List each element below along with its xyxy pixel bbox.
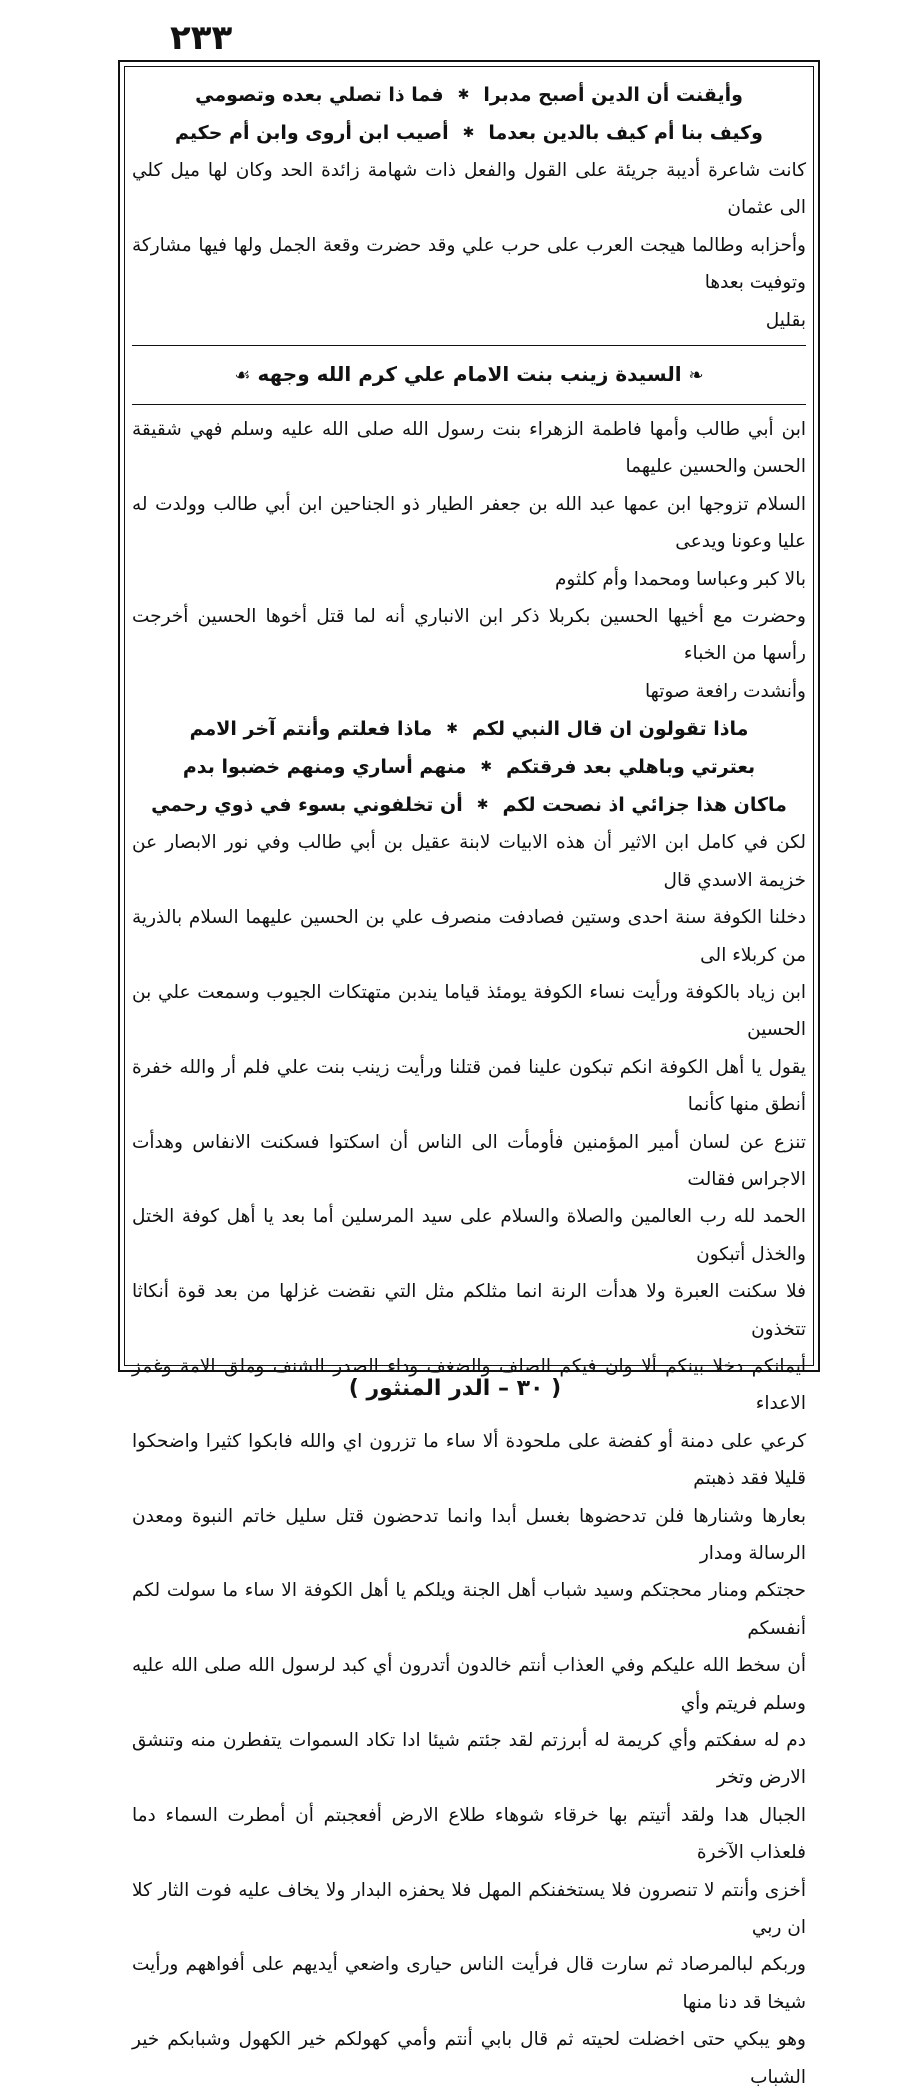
section-heading-text: السيدة زينب بنت الامام علي كرم الله وجهه xyxy=(257,362,682,387)
section-heading xyxy=(132,352,806,398)
verse-hemistich-right: وأيقنت أن الدين أصبح مدبرا xyxy=(483,84,743,106)
verse-hemistich-right: بعترتي وباهلي بعد فرقتكم xyxy=(506,756,756,779)
ornament-right: ❧ xyxy=(688,365,704,387)
text-line: ابن زياد بالكوفة ورأيت نساء الكوفة يومئذ قياما يندبن متهتكات الجيوب وسمعت علي بن الحسين xyxy=(132,981,806,1041)
page-number: ٢٣٣ xyxy=(170,18,233,58)
text-line: أن سخط الله عليكم وفي العذاب أنتم خالدون أتدرون أي كبد لرسول الله صلى الله عليه وسلم فريتم وأي xyxy=(132,1655,806,1714)
text-line: السلام تزوجها ابن عمها عبد الله بن جعفر الطيار ذو الجناحين ابن أبي طالب وولدت له عليا وعونا ويدعى xyxy=(132,493,806,553)
section-divider-top xyxy=(132,345,806,346)
text-line: الحمد لله رب العالمين والصلاة والسلام على سيد المرسلين أما بعد يا أهل كوفة الختل والخذل أتبكون xyxy=(132,1206,806,1265)
verse-separator-star: ✱ xyxy=(446,721,458,738)
text-line: ابن أبي طالب وأمها فاطمة الزهراء بنت رسول الله صلى الله عليه وسلم فهي شقيقة الحسن والحسين عليهما xyxy=(132,419,806,478)
verse-line xyxy=(132,710,806,748)
verse-hemistich-left: أصيب ابن أروى وابن أم حكيم xyxy=(175,122,449,144)
text-line: دخلنا الكوفة سنة احدى وستين فصادفت منصرف علي بن الحسين عليهما السلام بالذرية من كربلاء الى xyxy=(132,907,806,966)
verse-hemistich-left: أن تخلفوني بسوء في ذوي رحمي xyxy=(151,794,463,817)
text-line: وحضرت مع أخيها الحسين بكربلا ذكر ابن الانباري أنه لما قتل أخوها الحسين أخرجت رأسها من الخباء xyxy=(132,606,806,665)
text-line: كرعي على دمنة أو كفضة على ملحودة ألا ساء ما تزرون اي والله فابكوا كثيرا واضحكوا قليلا فقد ذهبتم xyxy=(132,1430,806,1490)
text-line: بالا كبر وعباسا ومحمدا وأم كلثوم xyxy=(554,568,806,590)
verse-line xyxy=(132,786,806,824)
verse-separator-star: ✱ xyxy=(462,125,475,141)
text-line: الجبال هدا ولقد أتيتم بها خرقاء شوهاء طلاع الارض أفعجبتم أن أمطرت السماء دما فلعذاب الآخرة xyxy=(132,1804,806,1864)
text-line: وأنشدت رافعة صوتها xyxy=(645,680,806,702)
verse-separator-star: ✱ xyxy=(480,759,493,776)
verse-hemistich-right: ماكان هذا جزائي اذ نصحت لكم xyxy=(502,794,787,817)
verse-separator-star: ✱ xyxy=(476,797,489,814)
verse-hemistich-right: وكيف بنا أم كيف بالدين بعدما xyxy=(488,122,763,144)
text-line: وأحزابه وطالما هيجت العرب على حرب علي وقد حضرت وقعة الجمل ولها فيها مشاركة وتوفيت بعدها xyxy=(132,234,806,294)
ornament-left: ☙ xyxy=(234,365,251,387)
text-line: حجتكم ومنار محجتكم وسيد شباب أهل الجنة ويلكم يا أهل الكوفة الا ساء ما سولت لكم أنفسكم xyxy=(132,1580,806,1639)
text-line: تنزع عن لسان أمير المؤمنين فأومأت الى الناس أن اسكتوا فسكنت الانفاس وهدأت الاجراس فقالت xyxy=(132,1131,806,1190)
verse-hemistich-left: فما ذا تصلي بعده وتصومي xyxy=(195,84,444,106)
verse-hemistich-right: ماذا تقولون ان قال النبي لكم xyxy=(471,718,749,741)
text-line: يقول يا أهل الكوفة انكم تبكون علينا فمن قتلنا ورأيت زينب بنت علي فلم أر والله خفرة أنطق منها كأنما xyxy=(132,1056,806,1116)
text-line: فلا سكنت العبرة ولا هدأت الرنة انما مثلكم مثل التي نقضت غزلها من بعد قوة أنكاثا تتخذون xyxy=(132,1281,806,1340)
verse-hemistich-left: ماذا فعلتم وأنتم آخر الامم xyxy=(189,718,433,741)
text-line: أخزى وأنتم لا تنصرون فلا يستخفنكم المهل فلا يحفزه البدار ولا يخاف عليه فوت الثار كلا ان ربي xyxy=(132,1879,806,1939)
verse-hemistich-left: منهم أساري ومنهم خضبوا بدم xyxy=(182,756,467,779)
text-line: وهو يبكي حتى اخضلت لحيته ثم قال بابي أنتم وأمي كهولكم خير الكهول وشبابكم خير الشباب xyxy=(132,2029,806,2088)
text-line: لكن في كامل ابن الاثير أن هذه الابيات لابنة عقيل بن أبي طالب وفي نور الابصار عن خزيمة الاسدي قال xyxy=(132,832,806,891)
section-divider-bottom xyxy=(132,404,806,405)
text-line: كانت شاعرة أديبة جريئة على القول والفعل ذات شهامة زائدة الحد وكان لها ميل كلي الى عثمان xyxy=(132,160,806,219)
text-line: بقليل xyxy=(765,309,806,331)
text-line: وربكم لبالمرصاد ثم سارت قال فرأيت الناس حيارى واضعي أيديهم على أفواههم ورأيت شيخا قد دنا منها xyxy=(132,1954,806,2013)
verse-line xyxy=(132,748,806,786)
text-line: بعارها وشنارها فلن تدحضوها بغسل أبدا وانما تدحضون قتل سليل خاتم النبوة ومعدن الرسالة ومدار xyxy=(132,1505,806,1564)
verse-line xyxy=(132,114,806,152)
verse-separator-star: ✱ xyxy=(457,87,470,103)
page-footer: ( ٣٠ – الدر المنثور ) xyxy=(348,1376,562,1401)
verse-line xyxy=(132,76,806,114)
text-line: دم له سفكتم وأي كريمة له أبرزتم لقد جئتم شيئا ادا تكاد السموات يتفطرن منه وتنشق الارض وتخر xyxy=(132,1730,806,1789)
text-line: أيمانكم دخلا بينكم ألا وان فيكم الصلف والضغف وداء الصدر الشنف وملق الامة وغمز الاعداء xyxy=(132,1355,806,1415)
